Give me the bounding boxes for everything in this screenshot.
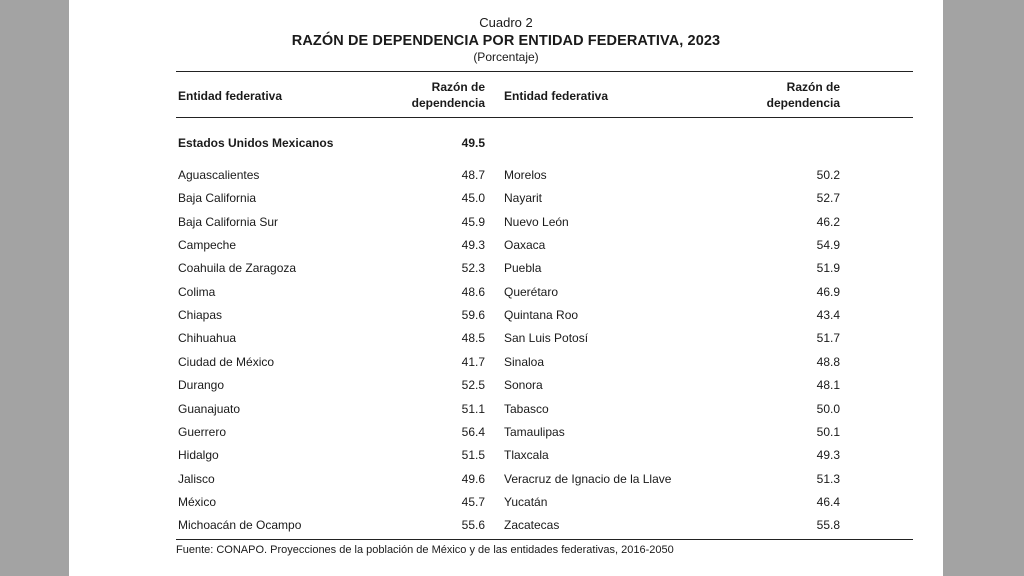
dependency-value-left: 52.3	[461, 261, 485, 275]
header-entity-left: Entidad federativa	[178, 89, 283, 103]
entity-name-left: Michoacán de Ocampo	[178, 518, 302, 532]
dependency-value-left: 51.5	[461, 448, 485, 462]
dependency-value-left: 55.6	[461, 518, 485, 532]
dependency-value-left: 51.1	[461, 402, 485, 416]
entity-name-right: Zacatecas	[504, 518, 560, 532]
national-name: Estados Unidos Mexicanos	[178, 136, 334, 150]
entity-name-right: Tamaulipas	[504, 425, 565, 439]
entity-name-right: Oaxaca	[504, 238, 546, 252]
dependency-value-right: 50.2	[816, 168, 840, 182]
entity-name-right: Nayarit	[504, 191, 543, 205]
dependency-value-right: 51.7	[816, 331, 840, 345]
entity-name-left: Hidalgo	[178, 448, 219, 462]
dependency-value-left: 45.0	[461, 191, 485, 205]
header-value-right	[720, 79, 840, 111]
dependency-value-right: 54.9	[816, 238, 840, 252]
header-rule	[176, 117, 913, 118]
dependency-value-right: 48.1	[816, 378, 840, 392]
entity-name-left: Aguascalientes	[178, 168, 260, 182]
entity-name-left: Guanajuato	[178, 402, 241, 416]
dependency-value-left: 59.6	[461, 308, 485, 322]
header-value-right-line1: Razón de	[786, 80, 840, 94]
header-value-left-line1: Razón de	[431, 80, 485, 94]
dependency-value-right: 46.2	[816, 215, 840, 229]
dependency-value-right: 51.9	[816, 261, 840, 275]
header-entity-right: Entidad federativa	[504, 89, 609, 103]
entity-name-right: Sonora	[504, 378, 543, 392]
entity-name-left: Ciudad de México	[178, 355, 275, 369]
entity-name-right: Morelos	[504, 168, 547, 182]
entity-name-left: México	[178, 495, 217, 509]
entity-name-right: San Luis Potosí	[504, 331, 589, 345]
table-subtitle: (Porcentaje)	[473, 50, 539, 64]
entity-name-right: Querétaro	[504, 285, 559, 299]
entity-name-right: Tabasco	[504, 402, 549, 416]
entity-name-right: Veracruz de Ignacio de la Llave	[504, 472, 672, 486]
table-label: Cuadro 2	[479, 15, 533, 30]
entity-name-left: Chiapas	[178, 308, 223, 322]
dependency-value-left: 49.3	[461, 238, 485, 252]
entity-name-left: Chihuahua	[178, 331, 237, 345]
dependency-value-right: 46.4	[816, 495, 840, 509]
dependency-value-left: 45.7	[461, 495, 485, 509]
entity-name-left: Durango	[178, 378, 225, 392]
entity-name-left: Jalisco	[178, 472, 215, 486]
dependency-value-right: 51.3	[816, 472, 840, 486]
table-title: RAZÓN DE DEPENDENCIA POR ENTIDAD FEDERATIVA, 2023	[291, 33, 721, 49]
entity-name-left: Guerrero	[178, 425, 227, 439]
dependency-value-left: 48.5	[461, 331, 485, 345]
dependency-value-left: 52.5	[461, 378, 485, 392]
entity-name-left: Baja California Sur	[178, 215, 279, 229]
entity-name-right: Puebla	[504, 261, 542, 275]
entity-name-right: Sinaloa	[504, 355, 545, 369]
dependency-value-right: 43.4	[816, 308, 840, 322]
top-rule	[176, 71, 913, 72]
entity-name-right: Tlaxcala	[504, 448, 549, 462]
entity-name-right: Yucatán	[504, 495, 548, 509]
dependency-value-left: 41.7	[461, 355, 485, 369]
entity-name-left: Baja California	[178, 191, 257, 205]
dependency-value-left: 56.4	[461, 425, 485, 439]
header-value-right-line2: dependencia	[766, 96, 840, 110]
entity-name-left: Colima	[178, 285, 216, 299]
bottom-rule	[176, 539, 913, 540]
header-value-left	[365, 79, 485, 111]
entity-name-left: Coahuila de Zaragoza	[178, 261, 297, 275]
entity-name-left: Campeche	[178, 238, 237, 252]
dependency-value-right: 55.8	[816, 518, 840, 532]
dependency-value-left: 48.6	[461, 285, 485, 299]
dependency-value-right: 46.9	[816, 285, 840, 299]
dependency-value-right: 48.8	[816, 355, 840, 369]
dependency-value-right: 49.3	[816, 448, 840, 462]
dependency-value-left: 45.9	[461, 215, 485, 229]
dependency-value-left: 49.6	[461, 472, 485, 486]
entity-name-right: Quintana Roo	[504, 308, 579, 322]
national-value: 49.5	[461, 136, 485, 150]
document-page	[69, 0, 943, 576]
dependency-value-right: 52.7	[816, 191, 840, 205]
dependency-value-right: 50.0	[816, 402, 840, 416]
entity-name-right: Nuevo León	[504, 215, 569, 229]
dependency-value-right: 50.1	[816, 425, 840, 439]
header-value-left-line2: dependencia	[411, 96, 485, 110]
dependency-value-left: 48.7	[461, 168, 485, 182]
source-note: Fuente: CONAPO. Proyecciones de la población de México y de las entidades federativas, 2016-2050	[176, 544, 674, 556]
